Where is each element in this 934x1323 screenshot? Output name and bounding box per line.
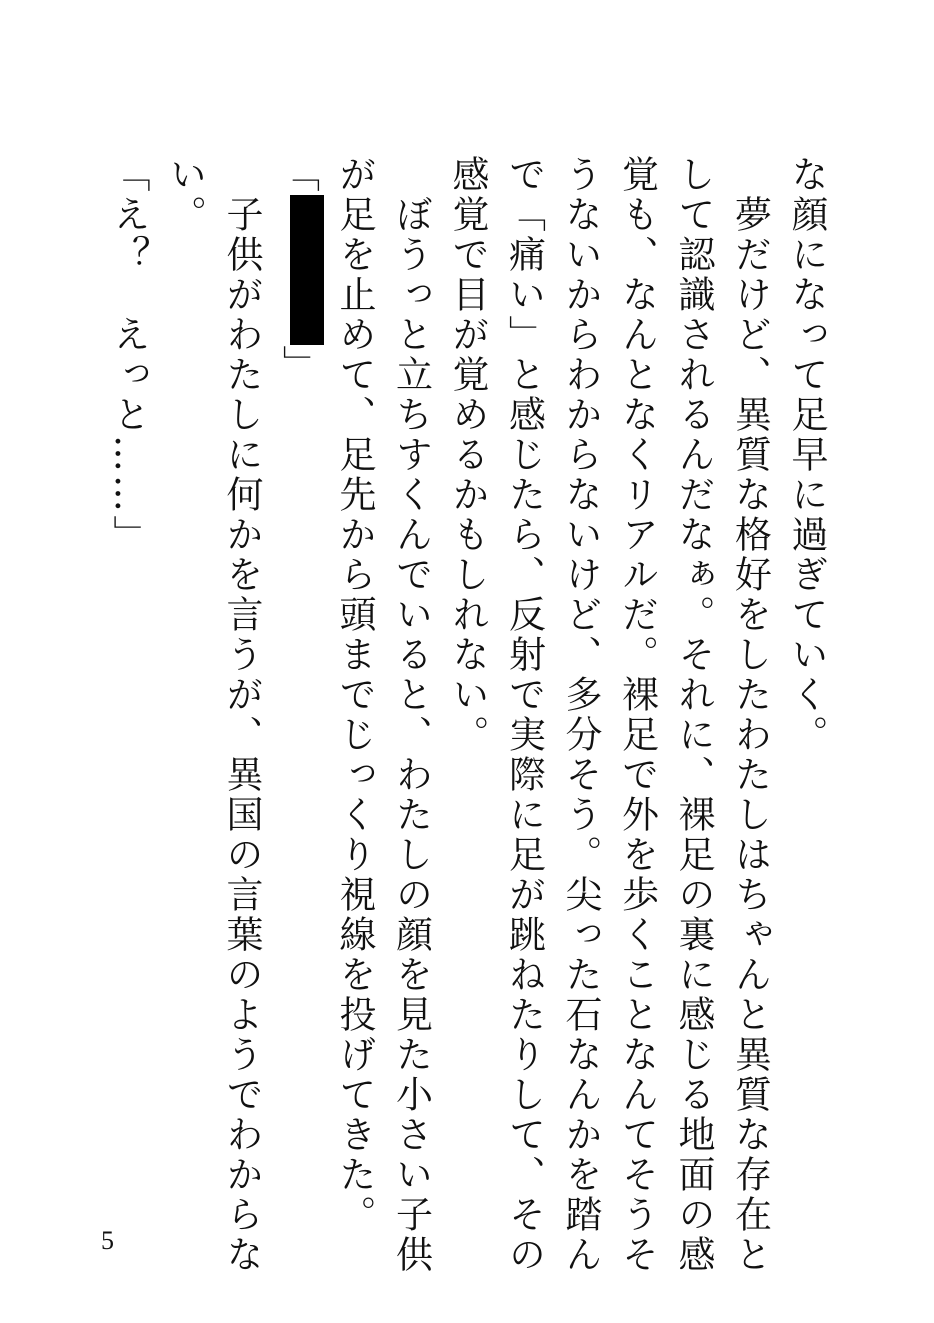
redaction-bar (290, 195, 324, 345)
page-number: 5 (101, 1226, 114, 1255)
text-line: 感覚で目が覚めるかもしれない。 (446, 155, 489, 755)
text-line: で「痛い」と感じたら、反射で実際に足が跳ねたりして、その (502, 155, 546, 1275)
text-line: 夢だけど、異質な格好をしたわたしはちゃんと異質な存在と (728, 155, 772, 1275)
close-bracket: 」 (276, 345, 320, 385)
open-bracket: 「 (276, 155, 320, 195)
text-line: して認識されるんだなぁ。それに、裸足の裏に感じる地面の感 (672, 155, 715, 1275)
text-line: が足を止めて、足先から頭までじっくり視線を投げてきた。 (333, 155, 376, 1235)
text-line: な顔になって足早に過ぎていく。 (785, 155, 828, 755)
vertical-text-body (100, 155, 835, 1275)
text-line: ぼうっと立ちすくんでいると、わたしの顔を見た小さい子供 (389, 155, 433, 1275)
text-line: 子供がわたしに何かを言うが、異国の言葉のようでわからな (220, 155, 263, 1275)
text-line: 「え？ えっと……」 (107, 155, 150, 555)
text-line: うないからわからないけど、多分そう。尖った石なんかを踏ん (559, 155, 602, 1275)
redacted-dialogue-line (269, 155, 326, 1155)
text-line: い。 (163, 155, 207, 235)
text-line: 覚も、なんとなくリアルだ。裸足で外を歩くことなんてそうそ (615, 155, 659, 1275)
